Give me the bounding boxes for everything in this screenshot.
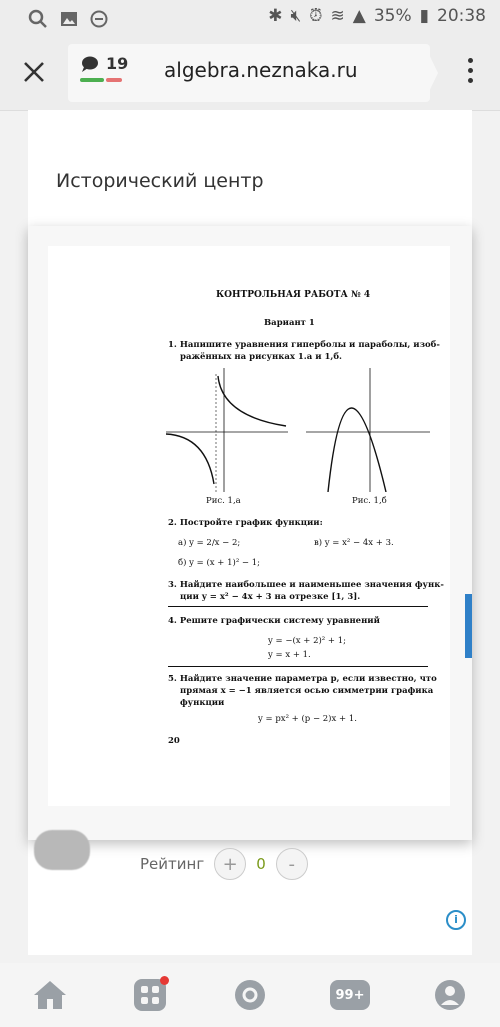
page-heading: Исторический центр	[56, 170, 264, 192]
task1-line1: 1. Напишите уравнения гиперболы и параболы, изоб-	[168, 340, 440, 350]
rating-label: Рейтинг	[140, 855, 205, 873]
alice-icon	[233, 978, 267, 1012]
battery-level: 35%	[373, 6, 412, 26]
page-content	[28, 110, 472, 955]
mute-icon: 🔇︎	[290, 6, 302, 26]
task3-line2: ции y = x² − 4x + 3 на отрезке [1, 3].	[180, 592, 361, 602]
battery-icon: ▮	[419, 6, 429, 26]
worksheet-image	[48, 246, 450, 806]
tabs-count: 99+	[330, 980, 370, 1010]
search-icon	[28, 9, 48, 29]
task2a: а) y = 2/x − 2;	[178, 538, 241, 548]
task5-line2: прямая x = −1 является осью симметрии графика	[180, 686, 434, 696]
parabola-graph	[306, 364, 430, 492]
image-icon	[60, 11, 78, 27]
rating-count: 0	[256, 855, 266, 873]
fig-a-caption: Рис. 1,а	[206, 496, 241, 506]
task4: 4. Решите графически систему уравнений	[168, 616, 380, 626]
url-bar[interactable]	[68, 44, 430, 102]
rating-plus-button[interactable]: +	[214, 848, 246, 880]
comment-icon	[80, 55, 100, 73]
page-number: 20	[168, 736, 180, 746]
task4-eq1: y = −(x + 2)² + 1;	[268, 636, 347, 646]
clock: 20:38	[437, 6, 486, 26]
task4-eq2: y = x + 1.	[268, 650, 311, 660]
doc-variant: Вариант 1	[264, 318, 315, 328]
fig-b-caption: Рис. 1,б	[352, 496, 387, 506]
ad-info-icon[interactable]: i	[446, 910, 466, 930]
image-viewer[interactable]	[28, 226, 472, 840]
bluetooth-icon: ✱	[268, 6, 283, 26]
task1-line2: ражённых на рисунках 1.а и 1,б.	[180, 352, 342, 362]
apps-button[interactable]	[125, 970, 175, 1020]
home-icon	[32, 979, 68, 1011]
close-icon[interactable]	[22, 60, 46, 84]
profile-button[interactable]	[425, 970, 475, 1020]
browser-toolbar	[0, 36, 500, 111]
notification-dot	[160, 976, 169, 985]
task2b: б) y = (x + 1)² − 1;	[178, 558, 261, 568]
task5-line3: функции	[180, 698, 225, 708]
task3-line1: 3. Найдите наибольшее и наименьшее значения функ-	[168, 580, 444, 590]
dnd-icon	[90, 10, 108, 28]
comments-count: 19	[106, 54, 129, 73]
task5-eq: y = px² + (p − 2)x + 1.	[258, 714, 357, 724]
rating-minus-button[interactable]: -	[276, 848, 308, 880]
signal-icon: ▲	[352, 6, 366, 26]
rating-row	[140, 848, 308, 880]
task2: 2. Постройте график функции:	[168, 518, 323, 528]
hyperbola-graph	[166, 364, 294, 492]
more-menu-icon[interactable]	[468, 58, 474, 88]
home-button[interactable]	[25, 970, 75, 1020]
wifi-icon: ≋	[330, 6, 345, 26]
profile-icon	[433, 978, 467, 1012]
task5-line1: 5. Найдите значение параметра p, если известно, что	[168, 674, 437, 684]
tabs-button[interactable]	[325, 970, 375, 1020]
status-bar	[0, 0, 500, 36]
doc-header: КОНТРОЛЬНАЯ РАБОТА № 4	[216, 290, 371, 300]
task2c: в) y = x² − 4x + 3.	[314, 538, 394, 548]
url-text: algebra.neznaka.ru	[164, 58, 358, 82]
side-tab[interactable]	[465, 594, 472, 658]
alarm-icon: ⏰︎	[309, 6, 323, 26]
bottom-nav	[0, 963, 500, 1027]
avatar	[34, 830, 90, 870]
alice-button[interactable]	[225, 970, 275, 1020]
